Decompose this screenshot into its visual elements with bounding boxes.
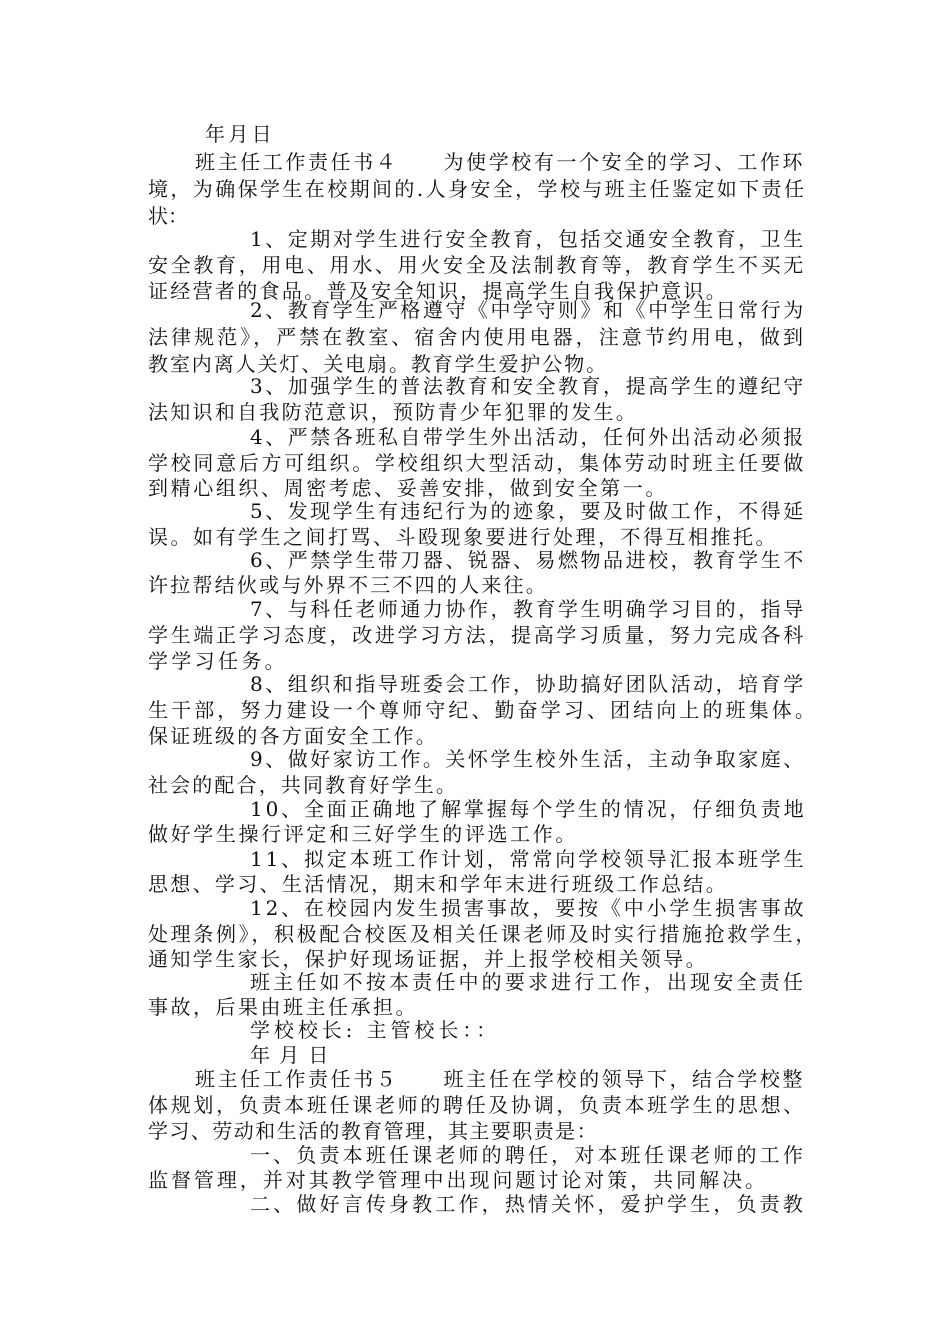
text-line: 安全教育，用电、用水、用火安全及法制教育等，教育学生不买无 (148, 253, 806, 277)
text-line: 8、组织和指导班委会工作，协助搞好团队活动，培育学 (250, 672, 806, 696)
text-line: 生干部，努力建设一个尊师守纪、勤奋学习、团结向上的班集体。 (148, 698, 818, 722)
text-line: 事故，后果由班主任承担。 (148, 995, 418, 1019)
text-line: 学生端正学习态度，改进学习方法，提高学习质量，努力完成各科 (148, 623, 806, 647)
text-line: 班主任如不按本责任中的要求进行工作，出现安全责任 (250, 970, 806, 994)
text-line: 班主任工作责任书４ 为使学校有一个安全的学习、工作环 (195, 150, 805, 174)
text-line: 到精心组织、周密考虑、妥善安排，做到安全第一。 (148, 476, 668, 500)
text-line: 通知学生家长，保护好现场证据，并上报学校相关领导。 (148, 947, 708, 971)
text-line: 体规划，负责本班任课老师的聘任及协调，负责本班学生的思想、 (148, 1093, 806, 1117)
text-line: 2、教育学生严格遵守《中学守则》和《中学生日常行为 (250, 298, 806, 322)
text-line: 做好学生操行评定和三好学生的评选工作。 (148, 822, 578, 846)
text-line: 处理条例》，积极配合校医及相关任课老师及时实行措施抢救学生， (148, 922, 818, 946)
text-line: 教室内离人关灯、关电扇。教育学生爱护公物。 (148, 352, 608, 376)
text-line: 10、全面正确地了解掌握每个学生的情况，仔细负责地 (250, 797, 807, 821)
text-line: 证经营者的食品。普及安全知识，提高学生自我保护意识。 (148, 279, 728, 303)
text-line: 误。如有学生之间打骂、斗殴现象要进行处理，不得互相推托。 (148, 525, 778, 549)
text-line: 11、拟定本班工作计划，常常向学校领导汇报本班学生 (250, 847, 807, 871)
text-line: 1、定期对学生进行安全教育，包括交通安全教育，卫生 (250, 227, 806, 251)
text-line: 7、与科任老师通力协作，教育学生明确学习目的，指导 (250, 597, 806, 621)
text-line: 9、做好家访工作。关怀学生校外生活，主动争取家庭、 (250, 747, 806, 771)
text-line: 学校同意后方可组织。学校组织大型活动，集体劳动时班主任要做 (148, 451, 806, 475)
text-line: 学习、劳动和生活的教育管理，其主要职责是： (148, 1119, 598, 1143)
text-line: 境，为确保学生在校期间的.人身安全，学校与班主任鉴定如下责任 (148, 177, 807, 201)
text-line: 法知识和自我防范意识，预防青少年犯罪的发生。 (148, 400, 638, 424)
text-line: 4、严禁各班私自带学生外出活动，任何外出活动必须报 (250, 425, 806, 449)
text-line: 二、做好言传身教工作，热情关怀，爱护学生，负责教 (250, 1192, 806, 1216)
text-line: 5、发现学生有违纪行为的迹象，要及时做工作，不得延 (250, 499, 806, 523)
text-line: 6、严禁学生带刀器、锐器、易燃物品进校，教育学生不 (250, 548, 806, 572)
text-line: 年 月 日 (250, 1043, 330, 1067)
text-line: 一、负责本班任课老师的聘任，对本班任课老师的工作 (250, 1143, 806, 1167)
text-line: 状： (148, 204, 188, 228)
text-line: 学校校长: 主管校长：： (250, 1018, 501, 1042)
text-line: 学学习任务。 (148, 649, 288, 673)
text-line: 社会的配合，共同教育好学生。 (148, 773, 458, 797)
text-line: 3、加强学生的普法教育和安全教育，提高学生的遵纪守 (250, 374, 806, 398)
text-line: 监督管理，并对其教学管理中出现问题讨论对策，共同解决。 (148, 1168, 768, 1192)
text-line: 保证班级的各方面安全工作。 (148, 724, 438, 748)
text-line: 许拉帮结伙或与外界不三不四的人来往。 (148, 573, 548, 597)
text-line: 12、在校园内发生损害事故，要按《中小学生损害事故 (250, 896, 807, 920)
text-line: 思想、学习、生活情况，期末和学年末进行班级工作总结。 (148, 872, 728, 896)
text-line: 法律规范》，严禁在教室、宿舍内使用电器，注意节约用电，做到 (148, 325, 806, 349)
text-line: 年月日 (205, 122, 275, 146)
text-line: 班主任工作责任书５ 班主任在学校的领导下，结合学校整 (195, 1067, 805, 1091)
